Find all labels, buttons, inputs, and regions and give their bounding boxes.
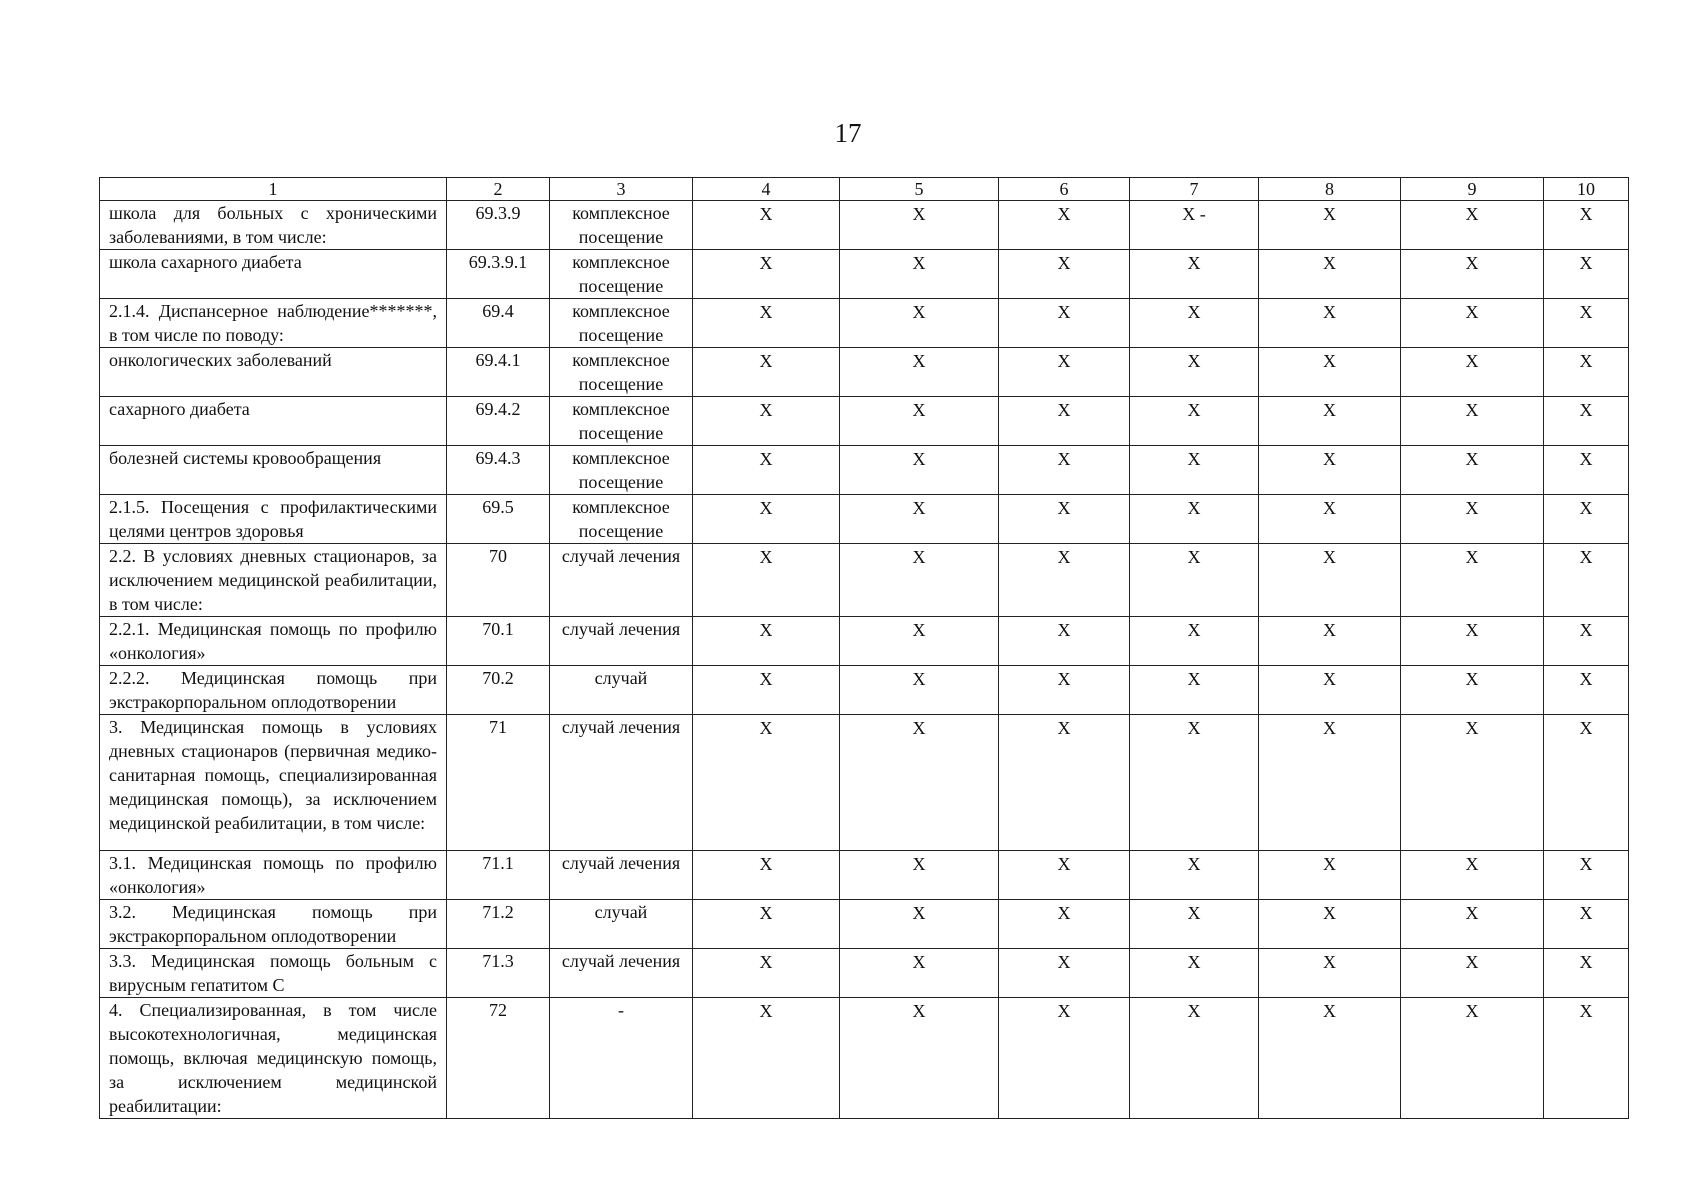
table-body [100, 201, 1629, 1119]
column-number: 9 [1401, 178, 1544, 201]
row-mark-cell: X [1259, 250, 1401, 299]
row-code-cell: 69.5 [447, 495, 550, 544]
row-code-cell: 69.4 [447, 299, 550, 348]
row-mark-cell: X [840, 617, 999, 666]
row-mark-cell: X [1544, 998, 1629, 1119]
row-name-cell: 2.1.5. Посещения с профилактическими целями центров здоровья [100, 495, 447, 544]
row-name-cell: 3. Медицинская помощь в условиях дневных стационаров (первичная медико-санитарная помощь, специализированная медицинская помощь), за исключением медицинской реабилитации, в том числе: [100, 715, 447, 851]
row-mark-cell: X [1259, 495, 1401, 544]
row-unit-cell: комплексное посещение [550, 397, 693, 446]
row-mark-cell: X [1401, 666, 1544, 715]
row-mark-cell: X [1401, 495, 1544, 544]
row-unit-cell: случай [550, 666, 693, 715]
row-mark-cell: X [840, 201, 999, 250]
row-mark-cell: X [1259, 998, 1401, 1119]
row-name-cell: 2.1.4. Диспансерное наблюдение*******, в том числе по поводу: [100, 299, 447, 348]
row-code-cell: 71.1 [447, 851, 550, 900]
row-mark-cell: X [999, 397, 1130, 446]
row-name-cell: 3.3. Медицинская помощь больным с вирусным гепатитом С [100, 949, 447, 998]
row-mark-cell: X [1130, 544, 1259, 617]
row-mark-cell: X [1259, 949, 1401, 998]
row-name-cell: болезней системы кровообращения [100, 446, 447, 495]
row-mark-cell: X [1544, 900, 1629, 949]
row-mark-cell: X [840, 544, 999, 617]
row-mark-cell: X [1259, 299, 1401, 348]
row-mark-cell: X [840, 397, 999, 446]
row-mark-cell: X [1544, 348, 1629, 397]
row-mark-cell: X [999, 544, 1130, 617]
row-mark-cell: X [1401, 544, 1544, 617]
row-name-cell: школа для больных с хроническими заболеваниями, в том числе: [100, 201, 447, 250]
table-row [100, 851, 1629, 900]
row-name-cell: онкологических заболеваний [100, 348, 447, 397]
row-name-cell: 4. Специализированная, в том числе высокотехнологичная, медицинская помощь, включая медицинскую помощь, за исключением медицинской реабилитации: [100, 998, 447, 1119]
row-mark-cell: X [693, 998, 840, 1119]
row-mark-cell: X [693, 715, 840, 851]
row-mark-cell: X [840, 495, 999, 544]
row-mark-cell: X [1259, 201, 1401, 250]
column-number: 4 [693, 178, 840, 201]
row-name-cell: 2.2. В условиях дневных стационаров, за исключением медицинской реабилитации, в том числе: [100, 544, 447, 617]
row-mark-cell: X [1130, 397, 1259, 446]
row-mark-cell: X [840, 715, 999, 851]
table-row [100, 666, 1629, 715]
row-mark-cell: X [693, 851, 840, 900]
table-row [100, 949, 1629, 998]
row-unit-cell: комплексное посещение [550, 348, 693, 397]
row-mark-cell: X [693, 250, 840, 299]
row-mark-cell: X [1401, 348, 1544, 397]
table-row [100, 201, 1629, 250]
row-mark-cell: X [840, 250, 999, 299]
row-mark-cell: X [1259, 617, 1401, 666]
row-mark-cell: X [1130, 949, 1259, 998]
column-number-row [100, 178, 1629, 201]
column-number: 3 [550, 178, 693, 201]
row-mark-cell: X [693, 348, 840, 397]
row-unit-cell: комплексное посещение [550, 201, 693, 250]
row-mark-cell: X [1259, 666, 1401, 715]
column-number: 8 [1259, 178, 1401, 201]
row-unit-cell: комплексное посещение [550, 495, 693, 544]
row-mark-cell: X [693, 666, 840, 715]
row-mark-cell: X [1544, 666, 1629, 715]
row-code-cell: 70 [447, 544, 550, 617]
row-mark-cell: X [1130, 900, 1259, 949]
row-code-cell: 70.1 [447, 617, 550, 666]
row-name-cell: сахарного диабета [100, 397, 447, 446]
row-mark-cell: X [999, 495, 1130, 544]
row-mark-cell: X [1130, 617, 1259, 666]
row-code-cell: 71.3 [447, 949, 550, 998]
table-row [100, 900, 1629, 949]
table-row [100, 544, 1629, 617]
row-unit-cell: комплексное посещение [550, 299, 693, 348]
row-code-cell: 70.2 [447, 666, 550, 715]
row-mark-cell: X [1401, 617, 1544, 666]
row-mark-cell: X [1130, 250, 1259, 299]
row-mark-cell: X [840, 299, 999, 348]
row-mark-cell: X [693, 397, 840, 446]
row-mark-cell: X [1544, 250, 1629, 299]
row-mark-cell: X [1544, 949, 1629, 998]
row-mark-cell: X [999, 250, 1130, 299]
row-mark-cell: X [999, 446, 1130, 495]
table-row [100, 348, 1629, 397]
row-mark-cell: X [1259, 900, 1401, 949]
row-mark-cell: X [1130, 299, 1259, 348]
row-mark-cell: X [1401, 446, 1544, 495]
row-unit-cell: случай [550, 900, 693, 949]
column-number: 7 [1130, 178, 1259, 201]
row-mark-cell: X [1401, 949, 1544, 998]
row-name-cell: 2.2.1. Медицинская помощь по профилю «онкология» [100, 617, 447, 666]
row-code-cell: 72 [447, 998, 550, 1119]
row-mark-cell: X [1401, 900, 1544, 949]
row-mark-cell: X [1259, 348, 1401, 397]
row-mark-cell: X [1544, 617, 1629, 666]
row-mark-cell: X [999, 715, 1130, 851]
table-row [100, 250, 1629, 299]
row-code-cell: 69.4.3 [447, 446, 550, 495]
column-number: 5 [840, 178, 999, 201]
row-mark-cell: X [1544, 495, 1629, 544]
row-mark-cell: X [693, 544, 840, 617]
table-row [100, 495, 1629, 544]
row-mark-cell: X [693, 495, 840, 544]
row-unit-cell: случай лечения [550, 715, 693, 851]
row-name-cell: 3.2. Медицинская помощь при экстракорпоральном оплодотворении [100, 900, 447, 949]
row-mark-cell: X [999, 201, 1130, 250]
table-row [100, 715, 1629, 851]
row-mark-cell: X [693, 446, 840, 495]
row-mark-cell: X [999, 949, 1130, 998]
row-mark-cell: X [1544, 544, 1629, 617]
row-mark-cell: X [1130, 446, 1259, 495]
row-unit-cell: случай лечения [550, 851, 693, 900]
table-row [100, 998, 1629, 1119]
row-mark-cell: X [1130, 715, 1259, 851]
row-name-cell: школа сахарного диабета [100, 250, 447, 299]
row-code-cell: 71.2 [447, 900, 550, 949]
row-mark-cell: X [840, 998, 999, 1119]
row-name-cell: 2.2.2. Медицинская помощь при экстракорпоральном оплодотворении [100, 666, 447, 715]
row-mark-cell: X [1544, 715, 1629, 851]
table-row [100, 299, 1629, 348]
row-unit-cell: - [550, 998, 693, 1119]
row-mark-cell: X [1544, 299, 1629, 348]
row-code-cell: 71 [447, 715, 550, 851]
row-code-cell: 69.3.9.1 [447, 250, 550, 299]
row-mark-cell: X [693, 617, 840, 666]
row-mark-cell: X [840, 851, 999, 900]
row-mark-cell: X [693, 299, 840, 348]
row-mark-cell: X [1401, 715, 1544, 851]
row-code-cell: 69.4.1 [447, 348, 550, 397]
row-mark-cell: X [1130, 851, 1259, 900]
row-mark-cell: X [1259, 544, 1401, 617]
row-mark-cell: X [1544, 851, 1629, 900]
row-mark-cell: X [693, 949, 840, 998]
row-mark-cell: X [1401, 998, 1544, 1119]
row-mark-cell: X [840, 949, 999, 998]
row-mark-cell: X [999, 299, 1130, 348]
row-mark-cell: X [1401, 299, 1544, 348]
table-header [100, 178, 1629, 201]
row-unit-cell: случай лечения [550, 544, 693, 617]
row-mark-cell: X [1259, 446, 1401, 495]
table-row [100, 397, 1629, 446]
row-mark-cell: X [1130, 666, 1259, 715]
row-mark-cell: X [840, 348, 999, 397]
row-mark-cell: X [840, 666, 999, 715]
data-table [99, 177, 1629, 1119]
column-number: 10 [1544, 178, 1629, 201]
row-mark-cell: X [999, 851, 1130, 900]
row-mark-cell: X [999, 348, 1130, 397]
row-mark-cell: X [1544, 446, 1629, 495]
column-number: 1 [100, 178, 447, 201]
row-mark-cell: X [1401, 851, 1544, 900]
row-mark-cell: X [693, 900, 840, 949]
row-mark-cell: X [999, 617, 1130, 666]
row-mark-cell: X [1401, 201, 1544, 250]
row-code-cell: 69.4.2 [447, 397, 550, 446]
row-unit-cell: комплексное посещение [550, 446, 693, 495]
row-mark-cell: X - [1130, 201, 1259, 250]
row-mark-cell: X [999, 666, 1130, 715]
row-unit-cell: случай лечения [550, 949, 693, 998]
row-code-cell: 69.3.9 [447, 201, 550, 250]
page-number: 17 [834, 118, 862, 148]
row-mark-cell: X [1130, 348, 1259, 397]
row-unit-cell: комплексное посещение [550, 250, 693, 299]
table-row [100, 617, 1629, 666]
row-mark-cell: X [1259, 851, 1401, 900]
row-unit-cell: случай лечения [550, 617, 693, 666]
row-mark-cell: X [1544, 201, 1629, 250]
row-name-cell: 3.1. Медицинская помощь по профилю «онкология» [100, 851, 447, 900]
row-mark-cell: X [1259, 715, 1401, 851]
row-mark-cell: X [1259, 397, 1401, 446]
row-mark-cell: X [1130, 495, 1259, 544]
row-mark-cell: X [1401, 397, 1544, 446]
row-mark-cell: X [999, 998, 1130, 1119]
row-mark-cell: X [999, 900, 1130, 949]
row-mark-cell: X [693, 201, 840, 250]
row-mark-cell: X [840, 446, 999, 495]
row-mark-cell: X [840, 900, 999, 949]
column-number: 2 [447, 178, 550, 201]
row-mark-cell: X [1130, 998, 1259, 1119]
row-mark-cell: X [1544, 397, 1629, 446]
table-row [100, 446, 1629, 495]
row-mark-cell: X [1401, 250, 1544, 299]
column-number: 6 [999, 178, 1130, 201]
